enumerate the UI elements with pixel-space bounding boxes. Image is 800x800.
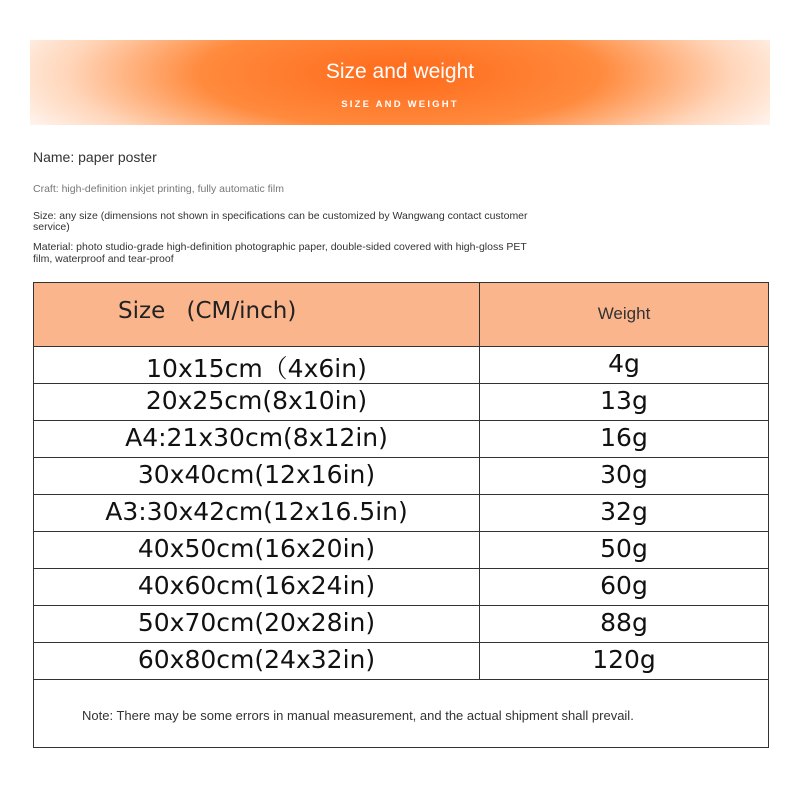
spec-craft: Craft: high-definition inkjet printing, fully automatic film xyxy=(33,183,284,195)
table-row xyxy=(34,458,768,495)
table-row xyxy=(34,643,768,680)
column-header-size: Size (CM/inch) xyxy=(118,298,297,324)
table-row xyxy=(34,532,768,569)
table-row xyxy=(34,569,768,606)
cell-weight: 4g xyxy=(608,349,640,378)
cell-weight: 50g xyxy=(600,534,648,563)
cell-size: A3:30x42cm(12x16.5in) xyxy=(105,497,408,526)
cell-weight: 30g xyxy=(600,460,648,489)
title-banner xyxy=(30,40,770,125)
column-header-weight: Weight xyxy=(597,304,651,323)
table-row xyxy=(34,347,768,384)
spec-material: Material: photo studio-grade high-definition photographic paper, double-sided covered with high-gloss PET film, waterproof and tear-proof xyxy=(33,241,527,265)
size-weight-table xyxy=(33,282,769,748)
cell-size: 40x60cm(16x24in) xyxy=(137,571,376,600)
cell-size: 60x80cm(24x32in) xyxy=(137,645,376,674)
cell-size: 10x15cm（4x6in) xyxy=(146,354,367,383)
cell-weight: 13g xyxy=(600,386,648,415)
cell-weight: 60g xyxy=(600,571,648,600)
cell-weight: 32g xyxy=(600,497,648,526)
cell-weight: 16g xyxy=(600,423,648,452)
measurement-note: Note: There may be some errors in manual measurement, and the actual shipment shall prevail. xyxy=(82,708,634,723)
banner-subtitle: SIZE AND WEIGHT xyxy=(341,99,459,110)
cell-size: 50x70cm(20x28in) xyxy=(137,608,376,637)
cell-size: 20x25cm(8x10in) xyxy=(145,386,368,415)
table-header xyxy=(34,283,768,347)
table-row xyxy=(34,606,768,643)
table-row xyxy=(34,421,768,458)
spec-size: Size: any size (dimensions not shown in specifications can be customized by Wangwang contact customer service) xyxy=(33,210,528,233)
table-row xyxy=(34,384,768,421)
table-row xyxy=(34,495,768,532)
banner-title: Size and weight xyxy=(325,60,475,83)
cell-size: 40x50cm(16x20in) xyxy=(137,534,376,563)
spec-name: Name: paper poster xyxy=(33,149,157,165)
cell-size: A4:21x30cm(8x12in) xyxy=(125,423,388,452)
cell-size: 30x40cm(12x16in) xyxy=(137,460,376,489)
cell-weight: 120g xyxy=(592,645,656,674)
cell-weight: 88g xyxy=(600,608,648,637)
